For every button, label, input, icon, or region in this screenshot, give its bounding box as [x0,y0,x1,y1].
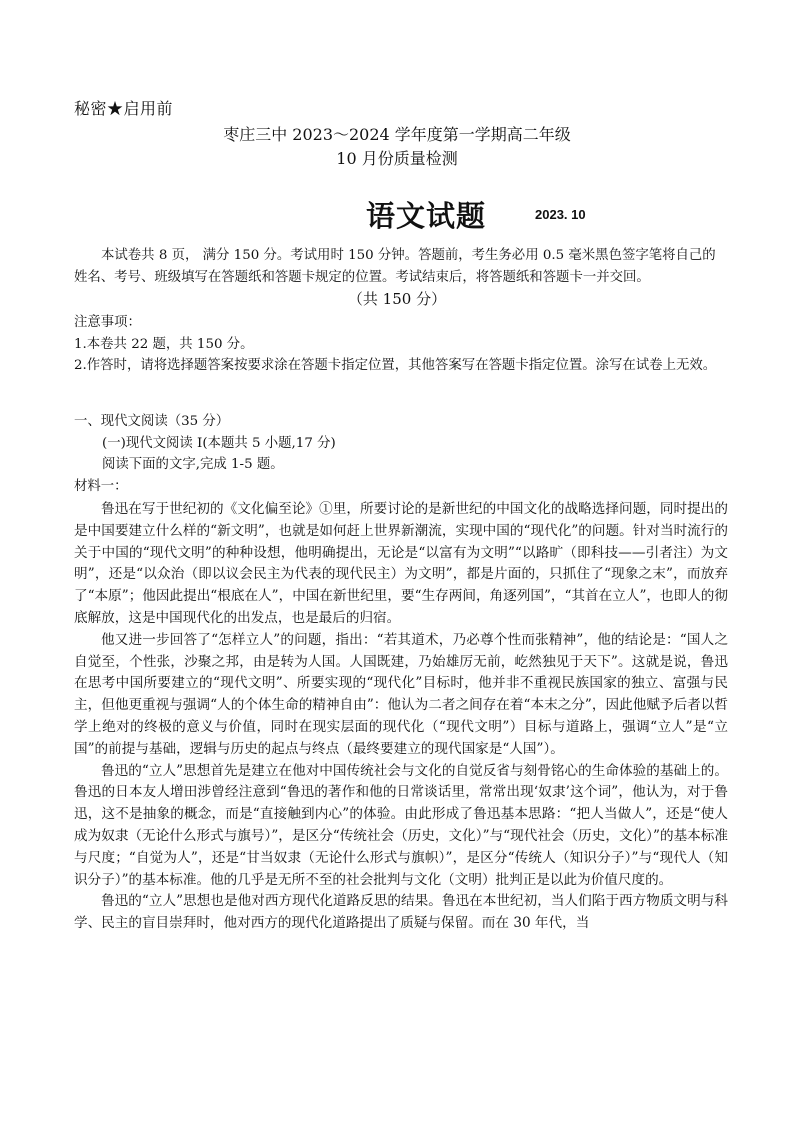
note-item: 1.本卷共 22 题，共 150 分。 [74,336,254,352]
passage-paragraph: 鲁迅在写于世纪初的《文化偏至论》①里，所要讨论的是新世纪的中国文化的战略选择问题，同时提出的是中国要建立什么样的“新文明”，也就是如何赶上世界新潮流，实现中国的“现代化”的问题。针对当时流行的关于中国的“现代文明”的种种设想，他明确提出，无论是“以富有为文明”“以路旷（即科技——引者注）为文明”，还是“以众治（即以议会民主为代表的现代民主）为文明”，都是片面的，只抓住了“现象之末”，而放弃了“本原”；他因此提出“根底在人”，中国在新世纪里，要“生存两间，角逐列国”，“其首在立人”，也即人的彻底解放，这是中国现代化的出发点，也是最后的归宿。 [74,501,728,626]
section-title: 一、现代文阅读（35 分） [74,414,230,429]
passage-paragraph: 鲁迅的“立人”思想首先是建立在他对中国传统社会与文化的自觉反省与刻骨铭心的生命体验的基础上的。鲁迅的日本友人增田涉曾经注意到“鲁迅的著作和他的日常谈话里，常常出现‘奴隶’这个词”，他认为，对于鲁迅，这不是抽象的概念，而是“直接触到内心”的体验。由此形成了鲁迅基本思路：“把人当做人”，还是“使人成为奴隶（无论什么形式与旗号）”，是区分“传统社会（历史，文化）”与“现代社会（历史，文化）”的基本标准与尺度；“自觉为人”，还是“甘当奴隶（无论什么形式与旗帜）”，是区分“传统人（知识分子）”与“现代人（知识分子）”的基本标准。他的几乎是无所不至的社会批判与文化（文明）批判正是以此为价值尺度的。 [74,762,728,888]
material-label: 材料一： [74,478,128,494]
section-heading-block [74,411,726,497]
passage-paragraph: 他又进一步回答了“怎样立人”的问题，指出：“若其道术，乃必尊个性而张精神”，他的结论是：“国人之自觉至，个性张，沙聚之邦，由是转为人国。人国既建，乃始雄厉无前，屹然独见于天下”。这就是说，鲁迅在思考中国所要建立的“现代文明”、所要实现的“现代化”目标时，他并非不重视民族国家的独立、富强与民主，但他更重视与强调“人的个体生命的精神自由”：他认为二者之间存在着“本末之分”，因此他赋予后者以哲学上绝对的终极的意义与价值，同时在现实层面的现代化（“现代文明”）目标与道路上，强调“立人”是“立国”的前提与基础，逻辑与历史的起点与终点（最终要建立的现代国家是“人国”）。 [74,631,728,757]
exam-instructions: 本试卷共 8 页， 满分 150 分。考试用时 150 分钟。答题前，考生务必用 0.5 毫米黑色签字笔将自己的姓名、考号、班级填写在答题纸和答题卡规定的位置。考试结束后，将答题纸和答题卡一并交回。 [74,248,716,285]
reading-instruction: 阅读下面的文字,完成 1-5 题。 [102,457,284,472]
reading-passage [74,499,728,935]
passage-paragraph: 鲁迅的“立人”思想也是他对西方现代化道路反思的结果。鲁迅在本世纪初，当人们陷于西方物质文明与科学、民主的盲目崇拜时，他对西方的现代化道路提出了质疑与保留。而在 30 年代，当 [74,893,728,932]
note-item: 2.作答时，请将选择题答案按要求涂在答题卡指定位置，其他答案写在答题卡指定位置。涂写在试卷上无效。 [74,358,717,373]
notes-section [74,312,726,377]
subject-title: 语文试题 [366,199,487,233]
notes-title: 注意事项： [74,315,141,330]
subsection-title: (一)现代文阅读 I(本题共 5 小题,17 分) [102,435,336,451]
school-term-line: 枣庄三中 2023～2024 学年度第一学期高二年级 [223,125,571,144]
exam-title-line: 10 月份质量检测 [336,149,458,168]
exam-date: 2023. 10 [535,207,586,222]
confidential-label: 秘密★启用前 [74,99,174,118]
total-score: （共 150 分） [347,290,447,308]
